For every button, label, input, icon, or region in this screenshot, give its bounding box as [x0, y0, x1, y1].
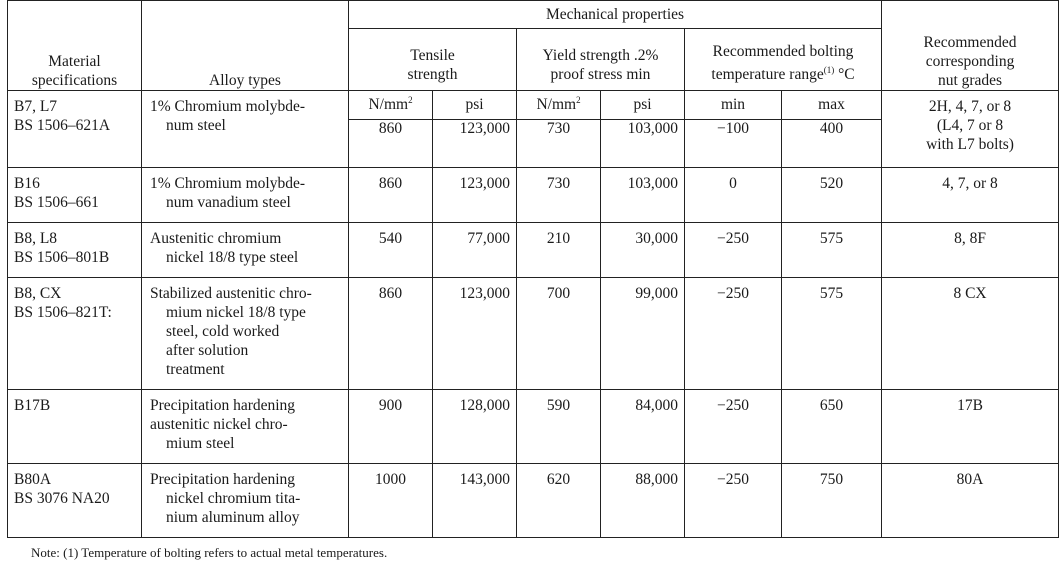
temp-max-cell: 575: [782, 223, 882, 278]
tensile-psi-cell: 123,000: [433, 168, 517, 223]
yield-strength-header: Yield strength .2% proof stress min: [517, 29, 685, 91]
temp-min-cell: −100: [685, 120, 782, 168]
temp-min-cell: −250: [685, 390, 782, 464]
table-row: [8, 223, 1059, 278]
alloy-type-cell: 1% Chromium molybde- num steel: [142, 91, 349, 168]
unit-nmm-cell: $N/mm^2$: [349, 91, 433, 120]
temp-max-cell: 520: [782, 168, 882, 223]
yield-nmm-cell: 730: [517, 168, 601, 223]
temp-min-cell: −250: [685, 278, 782, 390]
temp-max-cell: 750: [782, 464, 882, 538]
material-spec-cell: B16 BS 1506–661: [8, 168, 142, 223]
nut-grades-header: Recommended corresponding nut grades: [882, 1, 1059, 91]
material-spec-cell: B8, L8 BS 1506–801B: [8, 223, 142, 278]
temp-max-cell: 575: [782, 278, 882, 390]
nut-grade-cell: 80A: [882, 464, 1059, 538]
temp-min-cell: 0: [685, 168, 782, 223]
nut-grade-cell: 4, 7, or 8: [882, 168, 1059, 223]
material-spec-cell: B8, CX BS 1506–821T:: [8, 278, 142, 390]
tensile-nmm-cell: 1000: [349, 464, 433, 538]
material-spec-cell: B80A BS 3076 NA20: [8, 464, 142, 538]
tensile-nmm-cell: 860: [349, 120, 433, 168]
yield-psi-cell: 88,000: [601, 464, 685, 538]
temp-max-cell: 650: [782, 390, 882, 464]
tensile-nmm-cell: 540: [349, 223, 433, 278]
table-row: [8, 464, 1059, 538]
material-spec-cell: B7, L7 BS 1506–621A: [8, 91, 142, 168]
header-row-1: [8, 1, 1059, 29]
unit-max-cell: max: [782, 91, 882, 120]
tensile-psi-cell: 128,000: [433, 390, 517, 464]
yield-psi-cell: 103,000: [601, 168, 685, 223]
table-row: [8, 278, 1059, 390]
tensile-nmm-cell: 860: [349, 168, 433, 223]
tensile-psi-cell: 143,000: [433, 464, 517, 538]
yield-nmm-cell: 700: [517, 278, 601, 390]
table-row: [8, 390, 1059, 464]
alloy-type-cell: 1% Chromium molybde- num vanadium steel: [142, 168, 349, 223]
alloy-type-cell: Precipitation hardening nickel chromium tita- nium aluminum alloy: [142, 464, 349, 538]
tensile-nmm-cell: 860: [349, 278, 433, 390]
footnote: Note: (1) Temperature of bolting refers to actual metal temperatures.: [31, 545, 388, 560]
table-row: [8, 168, 1059, 223]
tensile-psi-cell: 123,000: [433, 278, 517, 390]
unit-nmm-cell: $N/mm^2$: [517, 91, 601, 120]
bolting-temperature-header: Recommended bolting temperature range$^{(1)}$ °C: [685, 29, 882, 91]
nut-grade-cell: 8, 8F: [882, 223, 1059, 278]
tensile-psi-cell: 123,000: [433, 120, 517, 168]
yield-psi-cell: 30,000: [601, 223, 685, 278]
tensile-psi-cell: 77,000: [433, 223, 517, 278]
yield-psi-cell: 103,000: [601, 120, 685, 168]
material-specifications-header: Material specifications: [8, 1, 142, 91]
alloy-type-cell: Precipitation hardening austenitic nickel chro- mium steel: [142, 390, 349, 464]
alloy-types-header: Alloy types: [142, 1, 349, 91]
yield-psi-cell: 84,000: [601, 390, 685, 464]
alloy-type-cell: Stabilized austenitic chro- mium nickel 18/8 type steel, cold worked after solution treatment: [142, 278, 349, 390]
nut-grade-cell: 17B: [882, 390, 1059, 464]
yield-nmm-cell: 620: [517, 464, 601, 538]
temp-min-cell: −250: [685, 464, 782, 538]
unit-psi-cell: psi: [433, 91, 517, 120]
unit-psi-cell: psi: [601, 91, 685, 120]
yield-nmm-cell: 210: [517, 223, 601, 278]
tensile-nmm-cell: 900: [349, 390, 433, 464]
footnote-marker: (1): [823, 64, 835, 75]
table-row: [8, 91, 1059, 120]
yield-nmm-cell: 590: [517, 390, 601, 464]
mechanical-properties-header: Mechanical properties: [349, 1, 882, 29]
unit-min-cell: min: [685, 91, 782, 120]
bolting-materials-table: [7, 0, 1059, 538]
alloy-type-cell: Austenitic chromium nickel 18/8 type steel: [142, 223, 349, 278]
nut-grade-cell: 8 CX: [882, 278, 1059, 390]
material-spec-cell: B17B: [8, 390, 142, 464]
yield-psi-cell: 99,000: [601, 278, 685, 390]
yield-nmm-cell: 730: [517, 120, 601, 168]
nut-grade-cell: 2H, 4, 7, or 8 (L4, 7 or 8 with L7 bolts): [882, 91, 1059, 168]
temp-max-cell: 400: [782, 120, 882, 168]
tensile-strength-header: Tensile strength: [349, 29, 517, 91]
temp-min-cell: −250: [685, 223, 782, 278]
